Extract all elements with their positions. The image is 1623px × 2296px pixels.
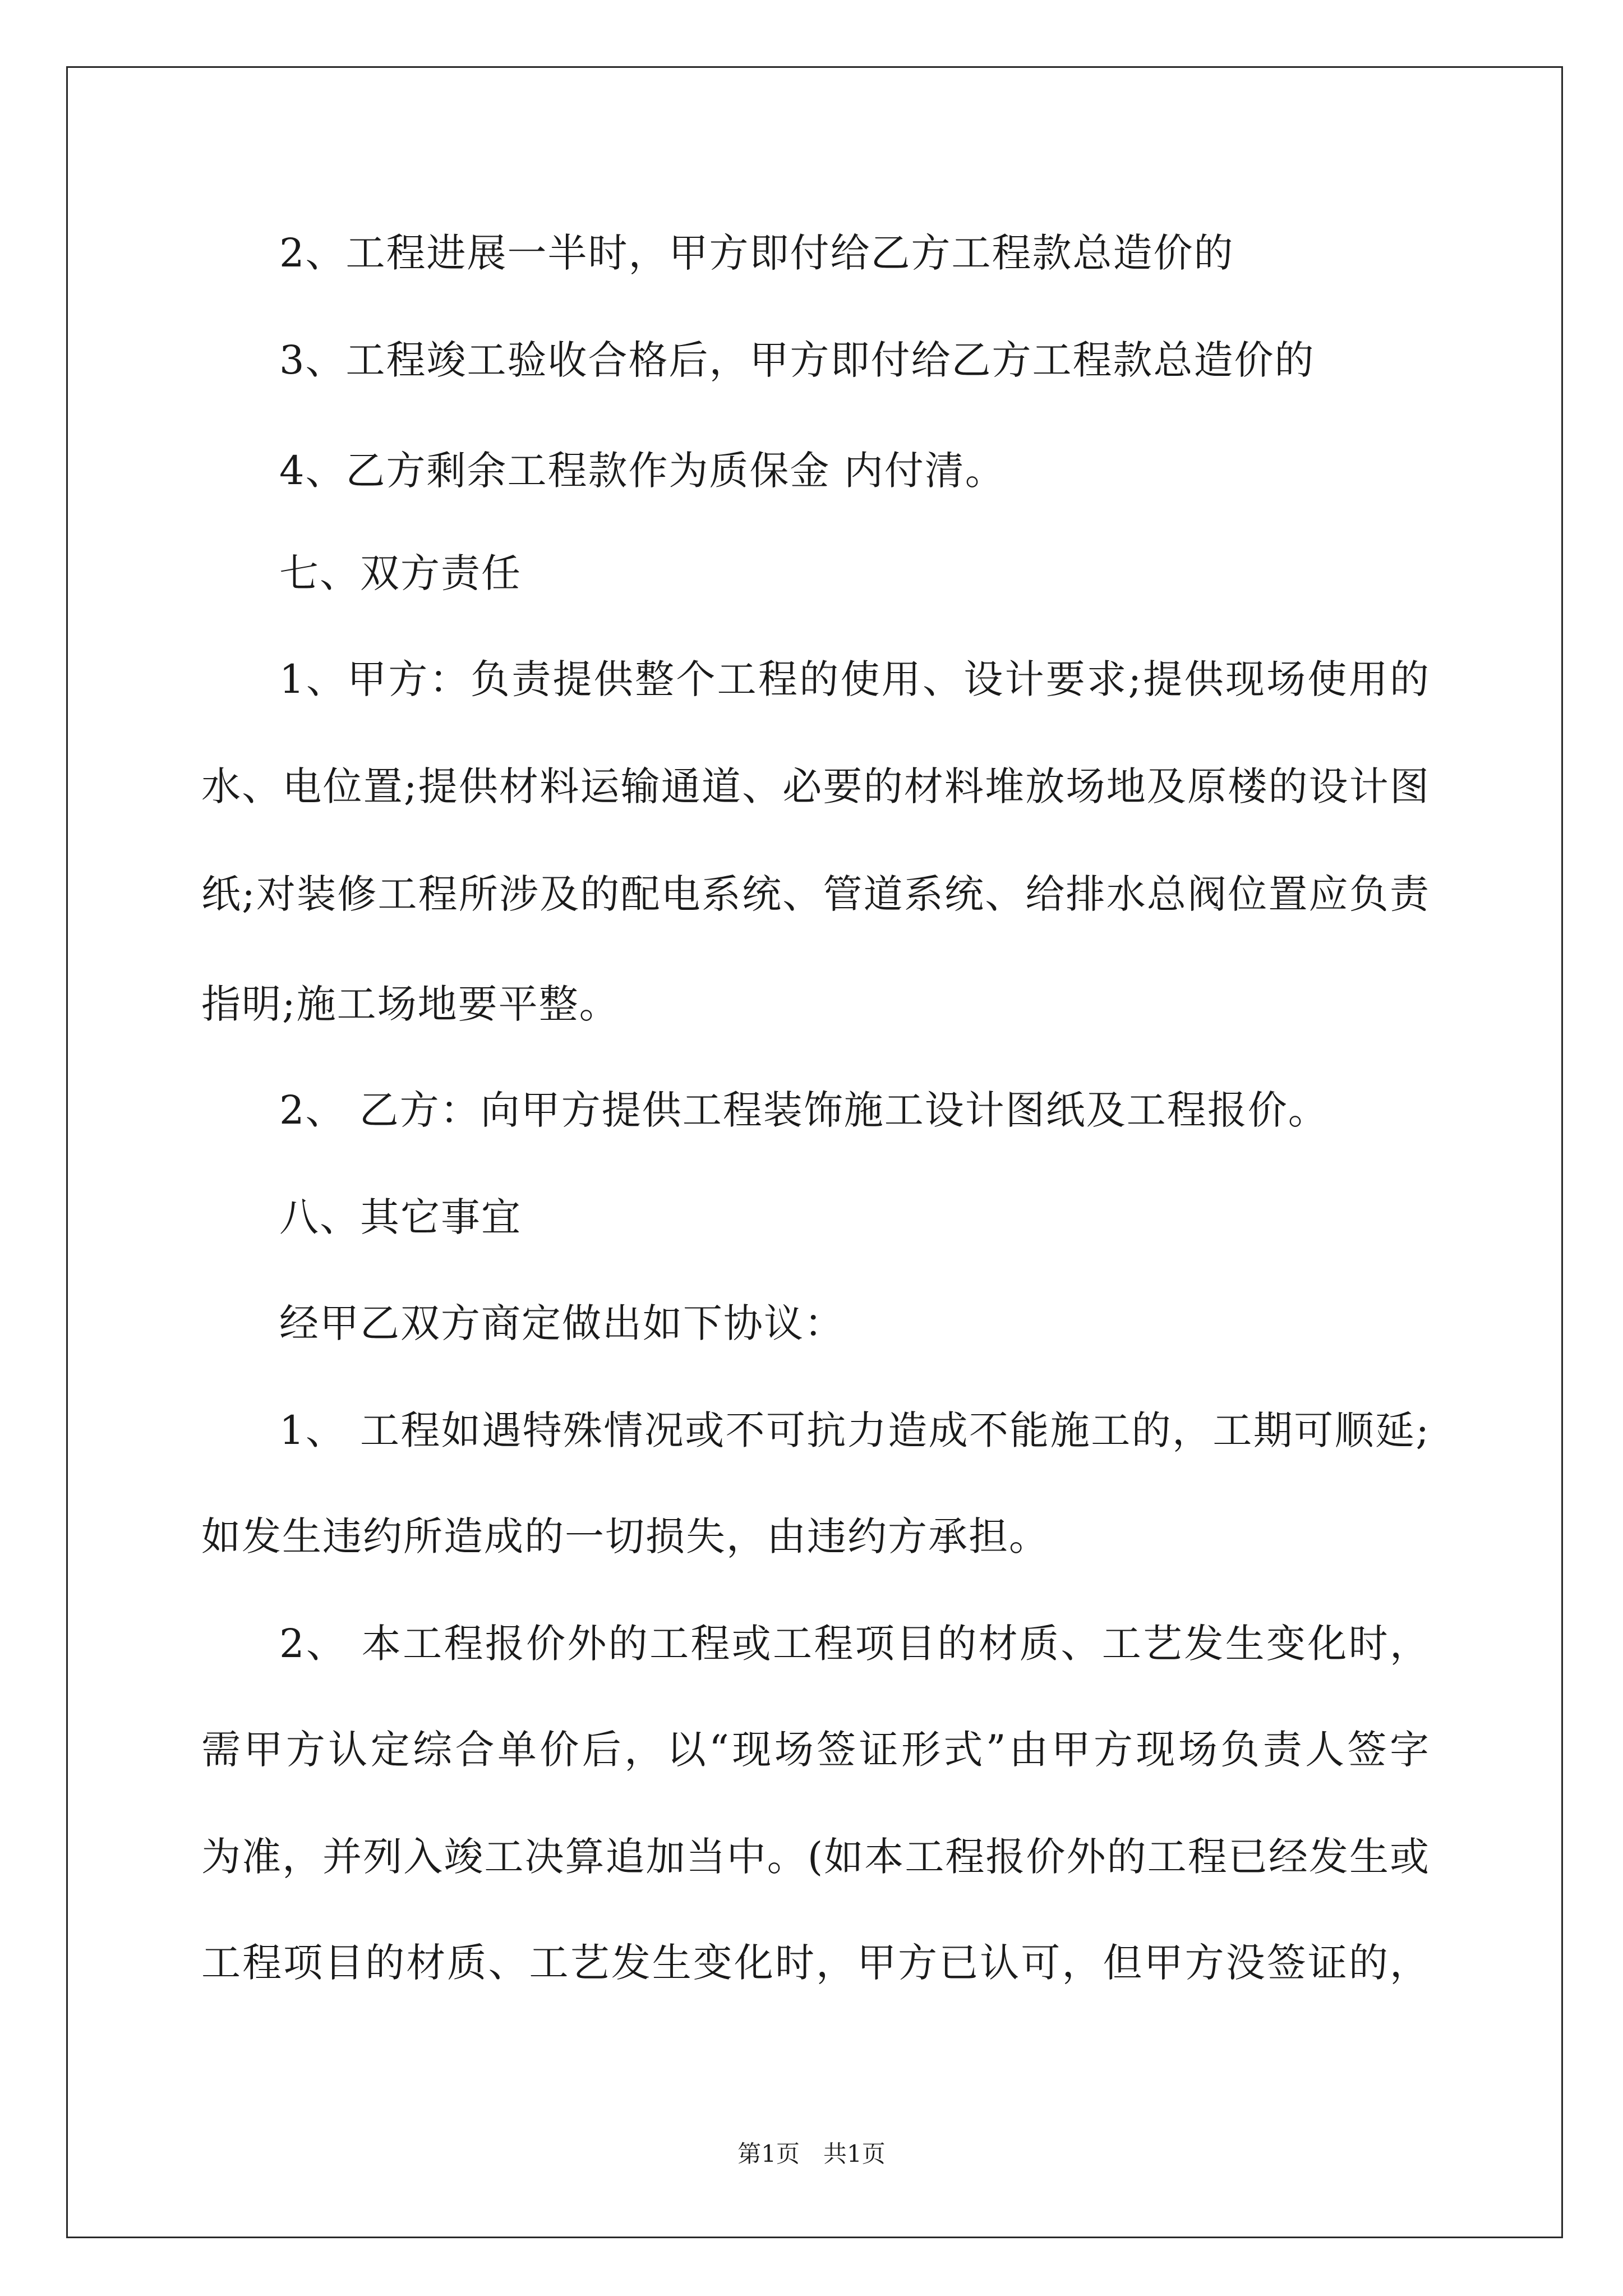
payment-clause-2: 2、工程进展一半时，甲方即付给乙方工程款总造价的 — [279, 230, 1234, 276]
agreement-item-2-line-2: 需甲方认定综合单价后，以“现场签证形式”由甲方现场负责人签字 — [201, 1727, 1429, 1773]
agreement-item-2-line-3: 为准，并列入竣工决算追加当中。(如本工程报价外的工程已经发生或 — [201, 1834, 1429, 1880]
agreement-intro: 经甲乙双方商定做出如下协议： — [279, 1300, 845, 1346]
page-border — [66, 66, 1563, 2238]
payment-clause-4: 4、乙方剩余工程款作为质保金 内付清。 — [279, 448, 1006, 494]
payment-clause-3: 3、工程竣工验收合格后，甲方即付给乙方工程款总造价的 — [279, 337, 1315, 383]
responsibility-party-a-line-3: 纸;对装修工程所涉及的配电系统、管道系统、给排水总阀位置应负责 — [201, 871, 1429, 917]
responsibility-party-a-line-2: 水、电位置;提供材料运输通道、必要的材料堆放场地及原楼的设计图 — [201, 763, 1429, 809]
section-heading-other-matters: 八、其它事宜 — [279, 1194, 522, 1240]
page-number-footer: 第1页 共1页 — [737, 2140, 886, 2168]
responsibility-party-b: 2、 乙方：向甲方提供工程装饰施工设计图纸及工程报价。 — [279, 1087, 1329, 1133]
agreement-item-1-line-2: 如发生违约所造成的一切损失，由违约方承担。 — [201, 1513, 1049, 1559]
responsibility-party-a-line-1: 1、甲方：负责提供整个工程的使用、设计要求;提供现场使用的 — [279, 656, 1429, 702]
responsibility-party-a-line-4: 指明;施工场地要平整。 — [201, 981, 620, 1027]
agreement-item-2-line-1: 2、 本工程报价外的工程或工程项目的材质、工艺发生变化时， — [279, 1621, 1429, 1667]
section-heading-responsibilities: 七、双方责任 — [279, 550, 522, 596]
agreement-item-1-line-1: 1、 工程如遇特殊情况或不可抗力造成不能施工的，工期可顺延; — [279, 1407, 1429, 1453]
agreement-item-2-line-4: 工程项目的材质、工艺发生变化时，甲方已认可，但甲方没签证的， — [201, 1940, 1429, 1986]
